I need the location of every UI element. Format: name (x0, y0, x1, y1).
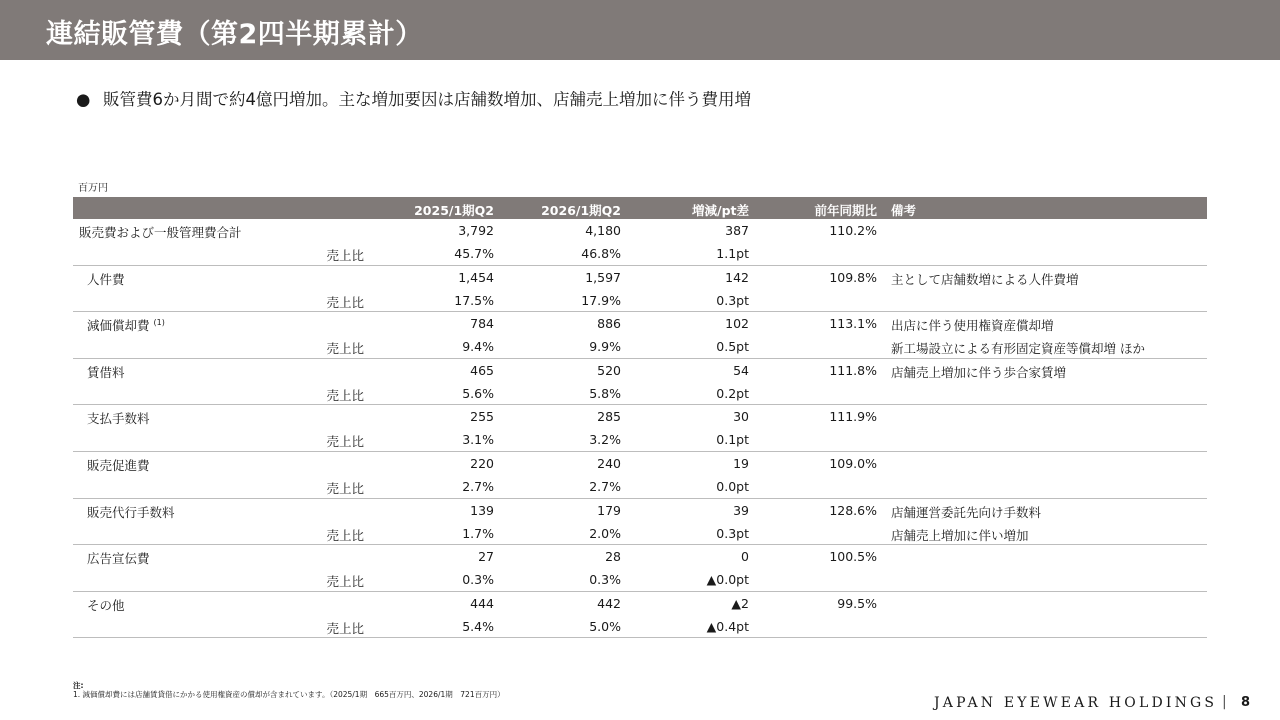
row-name-text: 人件費 (87, 271, 125, 287)
col-header-remarks: 備考 (891, 203, 917, 218)
table-body (73, 219, 1207, 638)
ratio-diff: 0.3pt (716, 525, 749, 541)
ratio-diff: ▲0.4pt (706, 618, 749, 634)
table-row (73, 499, 1207, 546)
value-prev: 255 (470, 409, 494, 425)
ratio-prev: 5.6% (462, 385, 494, 401)
remark-line-1: 主として店舗数増による人件費増 (891, 271, 1079, 287)
summary-bullet (76, 86, 751, 110)
col-header-prev: 2025/1期Q2 (414, 203, 494, 218)
value-diff: 30 (733, 409, 749, 425)
table-row (73, 545, 1207, 592)
sga-table (73, 197, 1207, 638)
col-header-curr: 2026/1期Q2 (541, 203, 621, 218)
value-prev: 139 (470, 502, 494, 518)
value-curr: 28 (605, 549, 621, 565)
value-diff: 0 (741, 549, 749, 565)
ratio-label: 売上比 (326, 434, 364, 450)
page-number: 8 (1241, 695, 1251, 710)
table-row (73, 219, 1207, 266)
value-prev: 1,454 (458, 269, 494, 285)
remark-line-1: 出店に伴う使用権資産償却増 (891, 318, 1054, 334)
value-curr: 179 (597, 502, 621, 518)
ratio-prev: 1.7% (462, 525, 494, 541)
ratio-diff: 0.0pt (716, 478, 749, 494)
table-row (73, 452, 1207, 499)
page-title: 連結販管費（第2四半期累計） (46, 19, 423, 50)
ratio-curr: 5.0% (589, 618, 621, 634)
ratio-curr: 17.9% (581, 292, 621, 308)
ratio-diff: 0.3pt (716, 292, 749, 308)
ratio-prev: 45.7% (454, 246, 494, 261)
value-yoy: 99.5% (837, 595, 877, 611)
notes-title: 注: (73, 681, 84, 690)
row-name-text: 広告宣伝費 (87, 551, 150, 567)
ratio-label: 売上比 (326, 480, 364, 496)
value-diff: 54 (733, 362, 749, 378)
footnote-mark: (1) (153, 318, 165, 328)
value-prev: 27 (478, 549, 494, 565)
col-header-yoy: 前年同期比 (814, 203, 877, 218)
ratio-label: 売上比 (326, 341, 364, 357)
row-name-text: 賃借料 (87, 364, 125, 380)
remark-line-2: 新工場設立による有形固定資産等償却増 ほか (891, 341, 1145, 357)
value-curr: 285 (597, 409, 621, 425)
summary-text: 販管費6か月間で約4億円増加。主な増加要因は店舗数増加、店舗売上増加に伴う費用増 (103, 90, 751, 109)
ratio-prev: 0.3% (462, 572, 494, 588)
ratio-curr: 5.8% (589, 385, 621, 401)
value-yoy: 111.9% (829, 409, 877, 425)
value-curr: 886 (597, 316, 621, 332)
ratio-label: 売上比 (326, 620, 364, 636)
ratio-curr: 46.8% (581, 246, 621, 261)
row-name-text: 販売代行手数料 (87, 504, 175, 520)
footer-separator: | (1222, 694, 1227, 710)
ratio-prev: 3.1% (462, 432, 494, 448)
ratio-label: 売上比 (326, 574, 364, 590)
table-row (73, 592, 1207, 639)
ratio-curr: 3.2% (589, 432, 621, 448)
value-curr: 520 (597, 362, 621, 378)
value-curr: 240 (597, 455, 621, 471)
row-name-text: 支払手数料 (87, 411, 150, 427)
remark-line-1: 店舗売上増加に伴う歩合家賃増 (891, 364, 1067, 380)
value-yoy: 100.5% (829, 549, 877, 565)
value-prev: 3,792 (458, 223, 494, 238)
value-yoy: 109.8% (829, 269, 877, 285)
unit-label: 百万円 (78, 183, 108, 194)
value-diff: 142 (725, 269, 749, 285)
value-yoy: 110.2% (829, 223, 877, 238)
bullet-dot-icon: ● (76, 90, 91, 109)
ratio-diff: 0.1pt (716, 432, 749, 448)
ratio-diff: ▲0.0pt (706, 572, 749, 588)
value-diff: 19 (733, 455, 749, 471)
ratio-label: 売上比 (326, 387, 364, 403)
ratio-prev: 2.7% (462, 478, 494, 494)
row-name-text: 販売費および一般管理費合計 (79, 225, 242, 240)
remark-line-2: 店舗売上増加に伴い増加 (891, 527, 1029, 543)
value-prev: 784 (470, 316, 494, 332)
remark-line-1: 店舗運営委託先向け手数料 (891, 504, 1042, 520)
ratio-label: 売上比 (326, 294, 364, 310)
ratio-label: 売上比 (326, 527, 364, 543)
table-row (73, 405, 1207, 452)
value-curr: 442 (597, 595, 621, 611)
row-name-text: その他 (87, 597, 125, 613)
ratio-curr: 9.9% (589, 339, 621, 355)
ratio-prev: 5.4% (462, 618, 494, 634)
value-curr: 4,180 (585, 223, 621, 238)
row-name-text: 減価償却費 (87, 318, 150, 334)
ratio-prev: 17.5% (454, 292, 494, 308)
value-yoy: 109.0% (829, 455, 877, 471)
value-diff: ▲2 (731, 595, 749, 611)
value-prev: 465 (470, 362, 494, 378)
table-header (73, 197, 1207, 219)
company-logo: JAPAN EYEWEAR HOLDINGS (934, 695, 1218, 711)
value-yoy: 128.6% (829, 502, 877, 518)
value-diff: 102 (725, 316, 749, 332)
col-header-diff: 増減/pt差 (692, 203, 749, 218)
value-curr: 1,597 (585, 269, 621, 285)
ratio-label: 売上比 (326, 248, 364, 263)
row-name-text: 販売促進費 (87, 457, 150, 473)
note-1: 1. 減価償却費には店舗賃貸借にかかる使用権資産の償却が含まれています。（2025/1期 665百万円、2026/1期 721百万円） (73, 690, 505, 699)
value-diff: 387 (725, 223, 749, 238)
table-row (73, 266, 1207, 313)
ratio-diff: 0.2pt (716, 385, 749, 401)
ratio-curr: 0.3% (589, 572, 621, 588)
ratio-diff: 1.1pt (716, 246, 749, 261)
value-prev: 444 (470, 595, 494, 611)
slide-header (0, 0, 1280, 60)
table-row (73, 312, 1207, 359)
value-yoy: 113.1% (829, 316, 877, 332)
ratio-curr: 2.7% (589, 478, 621, 494)
value-yoy: 111.8% (829, 362, 877, 378)
ratio-diff: 0.5pt (716, 339, 749, 355)
value-diff: 39 (733, 502, 749, 518)
value-prev: 220 (470, 455, 494, 471)
ratio-curr: 2.0% (589, 525, 621, 541)
ratio-prev: 9.4% (462, 339, 494, 355)
table-row (73, 359, 1207, 406)
